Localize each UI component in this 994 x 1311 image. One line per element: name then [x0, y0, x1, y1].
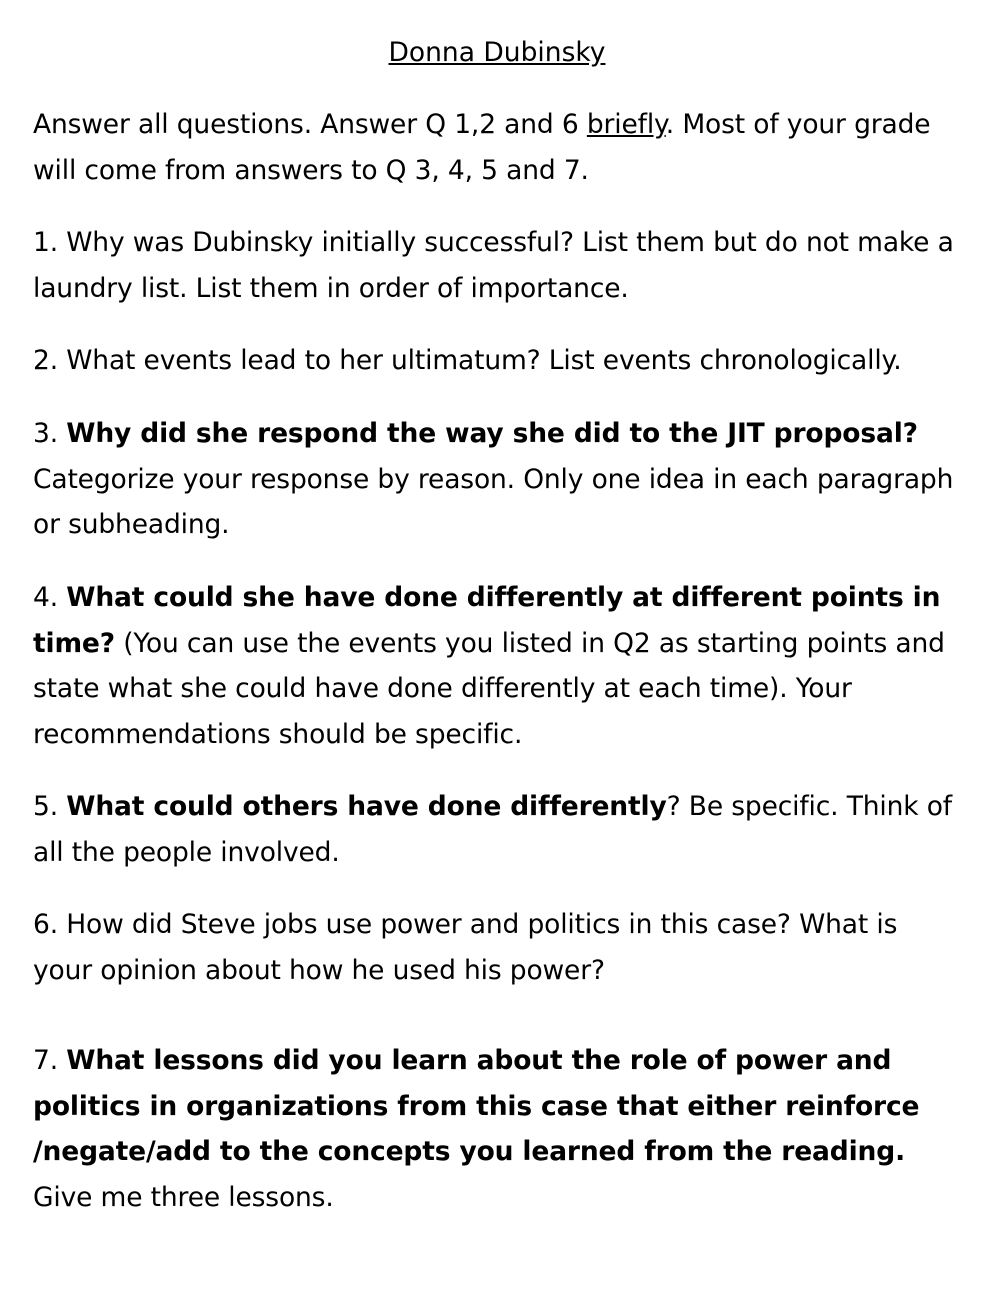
question-7-number: 7. [33, 1045, 67, 1076]
question-3-bold-text: Why did she respond the way she did to the JIT proposal? [66, 418, 918, 449]
instructions-text-start: Answer all questions. Answer Q 1,2 and 6 [33, 109, 587, 140]
question-5-bold-text: What could others have done differently [66, 791, 667, 822]
question-6-text: 6. How did Steve jobs use power and politics in this case? What is your opinion about how he used his power? [33, 909, 898, 986]
question-4-bold-text: What could she have done differently at different points in time? [33, 582, 941, 659]
question-2-text: 2. What events lead to her ultimatum? List events chronologically. [33, 345, 902, 376]
instructions-text-end: . Most of your grade will come from answers to Q 3, 4, 5 and 7. [33, 109, 931, 186]
question-4-number: 4. [33, 582, 67, 613]
question-5-text: ? Be specific. Think of all the people involved. [33, 791, 952, 868]
question-7 [33, 1038, 963, 1220]
question-5 [33, 784, 963, 875]
question-4-text: (You can use the events you listed in Q2 as starting points and state what she could have done differently at each time). Your recommendations should be specific. [33, 627, 945, 750]
question-5-number: 5. [33, 791, 67, 822]
question-1 [33, 220, 963, 311]
question-3-text: Categorize your response by reason. Only one idea in each paragraph or subheading. [33, 463, 954, 540]
document-title [0, 30, 994, 75]
question-6 [33, 902, 963, 993]
question-7-bold-text: What lessons did you learn about the role of power and politics in organizations from this case that either reinforce /negate/add to the concepts you learned from the reading. [33, 1045, 920, 1167]
question-2 [33, 338, 963, 384]
question-1-text: 1. Why was Dubinsky initially successful? List them but do not make a laundry list. List them in order of importance. [33, 227, 954, 304]
question-3 [33, 411, 963, 548]
title-text: Donna Dubinsky [388, 37, 606, 68]
question-7-text: Give me three lessons. [33, 1181, 334, 1213]
instructions-paragraph [33, 102, 963, 193]
instructions-underlined-word: briefly [586, 109, 666, 140]
question-4 [33, 575, 963, 757]
question-3-number: 3. [33, 418, 67, 449]
